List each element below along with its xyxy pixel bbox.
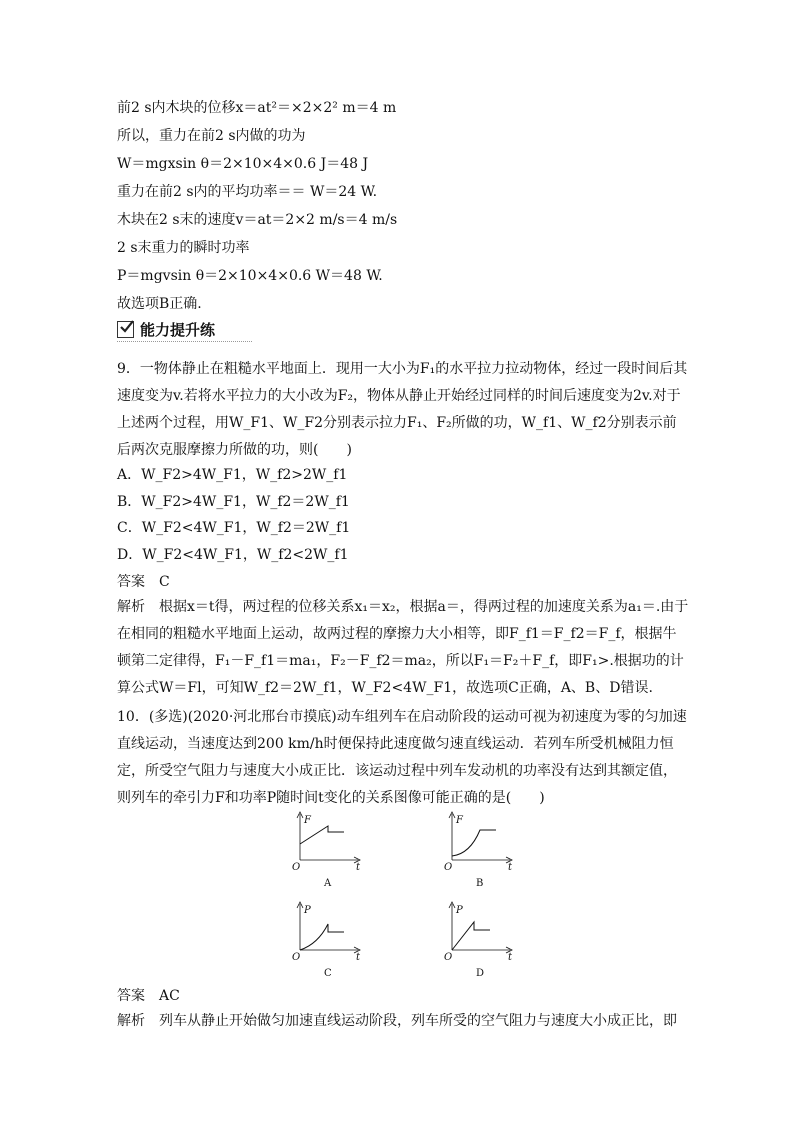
graph-b-x-label: t — [508, 862, 513, 873]
q9-answer: 答案 C — [117, 574, 170, 590]
q9-option-a: A．W_F2>4W_F1，W_f2>2W_f1 — [117, 467, 348, 483]
graph-c — [288, 900, 368, 980]
graph-a — [288, 810, 368, 890]
q9-option-c: C．W_F2<4W_F1，W_f2＝2W_f1 — [117, 520, 351, 536]
graph-d-caption: D — [476, 968, 485, 979]
graph-b-y-label: F — [456, 815, 463, 826]
graph-b — [440, 810, 520, 890]
graph-a-origin: O — [292, 862, 301, 873]
text-line: 木块在2 s末的速度v＝at＝2×2 m/s＝4 m/s — [117, 212, 398, 228]
section-header — [117, 318, 215, 340]
q9-analysis: 解析 根据x＝t得，两过程的位移关系x₁＝x₂，根据a＝，得两过程的加速度关系为a₁＝.由于在相同的粗糙水平地面上运动，故两过程的摩擦力大小相等，即F_f1＝F_f2＝F_f，根据牛顿第二定律得，F₁－F_f1＝ma₁，F₂－F_f2＝ma₂，所以F₁＝F₂＋F_f，即F₁>.根据功的计算公式W＝Fl，可知W_f2＝2W_f1，W_F2<4W_F1，故选项C正确，A、B、D错误. — [117, 599, 689, 696]
graph-a-y-label: F — [304, 815, 311, 826]
checkbox-check-icon — [117, 321, 134, 338]
text-line: 重力在前2 s内的平均功率＝＝ W＝24 W. — [117, 184, 378, 200]
question-9-stem: 9．一物体静止在粗糙水平地面上．现用一大小为F₁的水平拉力拉动物体，经过一段时间后其速度变为v.若将水平拉力的大小改为F₂，物体从静止开始经过同样的时间后速度变为2v.对于上述两个过程，用W_F1、W_F2分别表示拉力F₁、F₂所做的功，W_f1、W_f2分别表示前后两次克服摩擦力所做的功，则( ) — [117, 361, 688, 458]
text-line: 前2 s内木块的位移x＝at²＝×2×2² m＝4 m — [117, 100, 397, 116]
section-title: 能力提升练 — [140, 320, 216, 339]
question-10-stem: 10．(多选)(2020·河北邢台市摸底)动车组列车在启动阶段的运动可视为初速度为零的匀加速直线运动，当速度达到200 km/h时便保持此速度做匀速直线运动．若列车所受机械阻力恒定，所受空气阻力与速度大小成正比．该运动过程中列车发动机的功率没有达到其额定值，则列车的牵引力F和功率P随时间t变化的关系图像可能正确的是( ) — [117, 709, 687, 806]
text-line: 故选项B正确. — [117, 296, 202, 312]
graph-d-x-label: t — [508, 952, 513, 963]
graph-b-origin: O — [444, 862, 453, 873]
graph-c-y-label: P — [304, 905, 311, 916]
text-line: 2 s末重力的瞬时功率 — [117, 240, 250, 256]
graph-c-x-label: t — [356, 952, 361, 963]
graph-b-caption: B — [476, 878, 484, 889]
text-line: 所以，重力在前2 s内做的功为 — [117, 128, 306, 144]
graph-d — [440, 900, 520, 980]
q9-option-d: D．W_F2<4W_F1，W_f2<2W_f1 — [117, 547, 349, 563]
section-divider — [117, 341, 252, 342]
graph-a-x-label: t — [356, 862, 361, 873]
graph-a-caption: A — [324, 878, 332, 889]
graph-c-caption: C — [324, 968, 332, 979]
graph-d-y-label: P — [456, 905, 463, 916]
q10-analysis: 解析 列车从静止开始做匀加速直线运动阶段，列车所受的空气阻力与速度大小成正比，即 — [117, 1013, 677, 1029]
graph-d-origin: O — [444, 952, 453, 963]
q10-answer: 答案 AC — [117, 988, 180, 1004]
text-line: P＝mgvsin θ＝2×10×4×0.6 W＝48 W. — [117, 268, 383, 284]
q9-option-b: B．W_F2>4W_F1，W_f2＝2W_f1 — [117, 494, 350, 510]
text-line: W＝mgxsin θ＝2×10×4×0.6 J＝48 J — [117, 156, 369, 172]
graph-c-origin: O — [292, 952, 301, 963]
